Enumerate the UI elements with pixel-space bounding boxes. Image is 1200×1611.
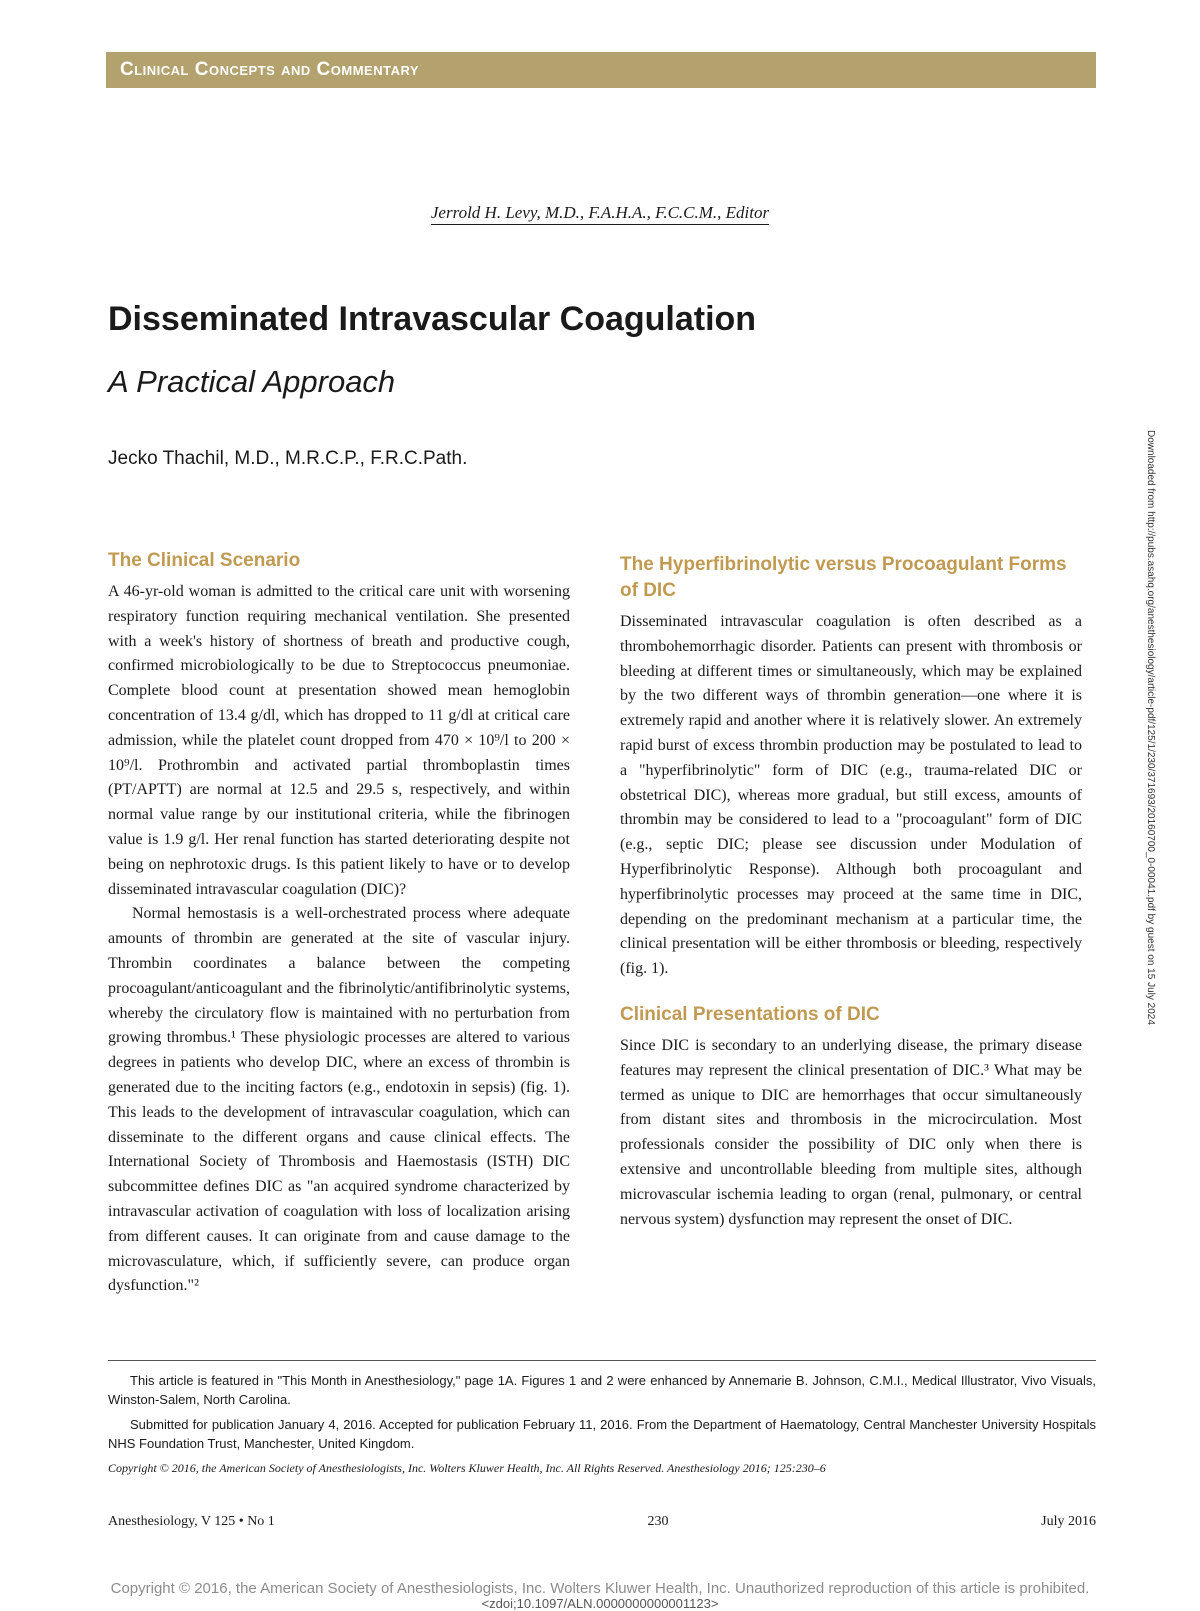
editor-name: Jerrold H. Levy, M.D., F.A.H.A., F.C.C.M., Editor (431, 203, 769, 225)
paragraph-clinical-scenario-1: A 46-yr-old woman is admitted to the critical care unit with worsening respiratory function requiring mechanical ventilation. She presented with a week's history of shortness of breath and productive cough, confirmed microbiologically to be due to Streptococcus pneumoniae. Complete blood count at presentation showed mean hemoglobin concentration of 13.4 g/dl, which has dropped to 11 g/dl at critical care admission, while the platelet count dropped from 470 × 10⁹/l to 200 × 10⁹/l. Prothrombin and activated partial thromboplastin times (PT/APTT) are normal at 12.5 and 29.5 s, respectively, and within normal value range by our institutional criteria, while the fibrinogen value is 1.9 g/l. Her renal function has started deteriorating despite not being on nephrotoxic drugs. Is this patient likely to have or to develop disseminated intravascular coagulation (DIC)? (108, 583, 570, 898)
left-column (108, 548, 570, 1299)
article-author: Jecko Thachil, M.D., M.R.C.P., F.R.C.Path. (108, 448, 468, 469)
copyright-notice: Copyright © 2016, the American Society of Anesthesiologists, Inc. Wolters Kluwer Health, Inc. Unauthorized reproduction of this article is prohibited. (110, 1580, 1090, 1597)
doi-line: <zdoi;10.1097/ALN.0000000000001123> (481, 1596, 719, 1611)
article-title: Disseminated Intravascular Coagulation (108, 300, 757, 338)
footnote-copyright: Copyright © 2016, the American Society of Anesthesiologists, Inc. Wolters Kluwer Health, Inc. All Rights Reserved. Anesthesiology 2016; 125:230–6 (108, 1461, 826, 1475)
section-banner: Clinical Concepts and Commentary (106, 52, 1096, 88)
paragraph-clinical-presentations-1: Since DIC is secondary to an underlying disease, the primary disease features may represent the clinical presentation of DIC.³ What may be termed as unique to DIC are hemorrhages that occur simultaneously from distant sites and thrombosis in the microcirculation. Most professionals consider the possibility of DIC only when there is extensive and uncontrollable bleeding from multiple sites, although microvascular ischemia leading to organ (renal, pulmonary, or central nervous system) dysfunction may represent the onset of DIC. (620, 1036, 1082, 1228)
paragraph-hyperfibrinolytic-1: Disseminated intravascular coagulation is often described as a thrombohemorrhagic disorder. Patients can present with thrombosis or bleeding at different times or simultaneously, which may be explained by the two different ways of thrombin generation—one where it is extremely rapid and another where it is relatively slower. An extremely rapid burst of excess thrombin production may be postulated to lead to a "hyperfibrinolytic" form of DIC (e.g., trauma-related DIC or obstetrical DIC), whereas more gradual, but still excess, amounts of thrombin may be considered to lead to a "procoagulant" form of DIC (e.g., septic DIC; please see discussion under Modulation of Hyperfibrinolytic Response). Although both procoagulant and hyperfibrinolytic processes may proceed at the same time in DIC, depending on the predominant mechanism at a particular time, the clinical presentation will be either thrombosis or bleeding, respectively (fig. 1). (620, 613, 1082, 978)
right-column (620, 552, 1082, 1232)
download-sidebar-note: Downloaded from http://pubs.asahq.org/anesthesiology/article-pdf/125/1/230/371693/20160700_0-00041.pdf by guest on 15 July 2024 (1145, 430, 1156, 1025)
footnote-submitted: Submitted for publication January 4, 2016. Accepted for publication February 11, 2016. From the Department of Haematology, Central Manchester University Hospitals NHS Foundation Trust, Manchester, United Kingdom. (108, 1417, 1096, 1451)
footer-page-number: 230 (647, 1514, 669, 1529)
heading-clinical-scenario: The Clinical Scenario (108, 550, 301, 571)
article-subtitle: A Practical Approach (108, 364, 396, 399)
editor-line (0, 203, 1200, 223)
heading-hyperfibrinolytic: The Hyperfibrinolytic versus Procoagulant Forms of DIC (620, 554, 1067, 601)
footer-journal: Anesthesiology, V 125 • No 1 (108, 1514, 275, 1529)
page-footer (108, 1514, 1096, 1530)
footer-date: July 2016 (1041, 1514, 1096, 1529)
footnotes (108, 1360, 1096, 1484)
paragraph-clinical-scenario-2: Normal hemostasis is a well-orchestrated process where adequate amounts of thrombin are generated at the site of vascular injury. Thrombin coordinates a balance between the competing procoagulant/anticoagulant and the fibrinolytic/antifibrinolytic systems, whereby the circulatory flow is maintained with no perturbation from growing thrombus.¹ These physiologic processes are altered to various degrees in patients who develop DIC, where an excess of thrombin is generated due to the inciting factors (e.g., endotoxin in sepsis) (fig. 1). This leads to the development of intravascular coagulation, which can disseminate to the different organs and cause clinical effects. The International Society of Thrombosis and Haemostasis (ISTH) DIC subcommittee defines DIC as "an acquired syndrome characterized by intravascular activation of coagulation with loss of localization arising from different causes. It can originate from and cause damage to the microvasculature, which, if sufficiently severe, can produce organ dysfunction."² (108, 905, 570, 1295)
footnote-featured: This article is featured in "This Month in Anesthesiology," page 1A. Figures 1 and 2 were enhanced by Annemarie B. Johnson, C.M.I., Medical Illustrator, Vivo Visuals, Winston-Salem, North Carolina. (108, 1373, 1096, 1407)
heading-clinical-presentations: Clinical Presentations of DIC (620, 1003, 880, 1025)
